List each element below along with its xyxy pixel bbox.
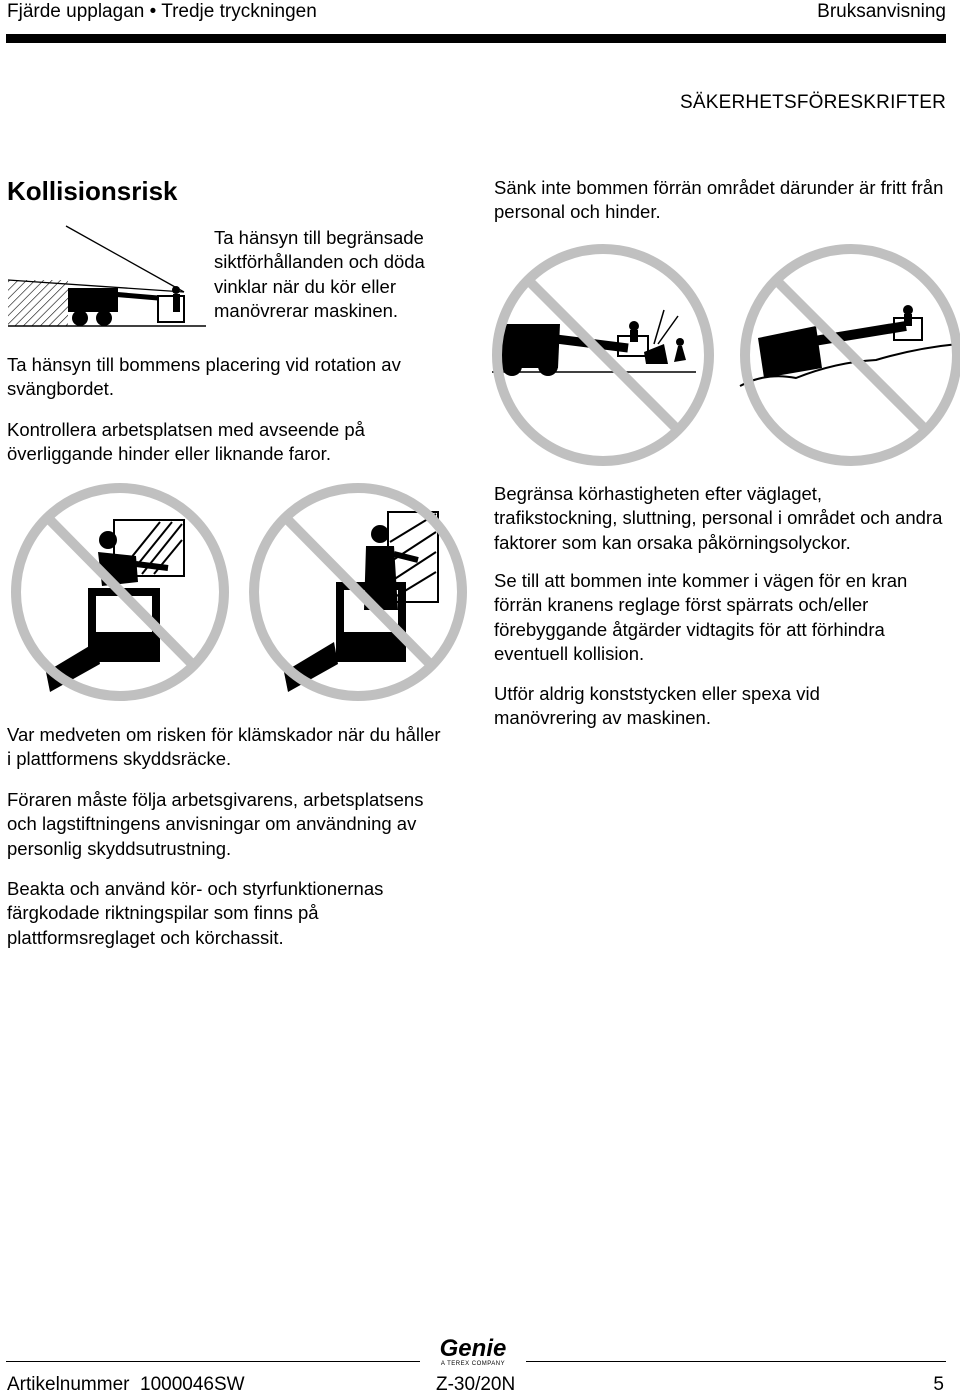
genie-logo: [420, 1336, 526, 1370]
protective-equipment-text: Föraren måste följa arbetsgivarens, arbetsplatsens och lagstiftningens anvisningar om användning av personlig skyddsutrustning.: [7, 789, 424, 859]
crush-hazard-prohibited-illustration-2: [248, 482, 468, 702]
lower-boom-prohibited-illustration: [488, 240, 718, 470]
limit-speed-text: Begränsa körhastigheten efter väglaget, trafikstockning, sluttning, personal i området och andra faktorer som kan orsaka påkörningsolyckor.: [494, 483, 943, 553]
boom-rotation-text: Ta hänsyn till bommens placering vid rotation av svängbordet.: [7, 354, 401, 400]
crush-risk-text: Var medveten om risken för klämskador när du håller i plattformens skyddsräcke.: [7, 724, 441, 770]
genie-logo-text: Genie: [439, 1335, 507, 1362]
speed-slope-prohibited-illustration: [736, 240, 960, 470]
blind-spot-illustration: [8, 222, 208, 332]
terex-tagline: A TEREX COMPANY: [440, 1361, 506, 1367]
footer-model: Z-30/20N: [436, 1374, 516, 1395]
sight-caption: Ta hänsyn till begränsade siktförhållanden och döda vinklar när du kör eller manövrerar maskinen.: [214, 227, 425, 321]
header-manual-type: Bruksanvisning: [817, 1, 946, 22]
crush-hazard-prohibited-illustration-1: [10, 482, 230, 702]
no-stunts-text: Utför aldrig konststycken eller spexa vid manövrering av maskinen.: [494, 683, 820, 729]
page-heading: Kollisionsrisk: [7, 176, 178, 206]
direction-arrows-text: Beakta och använd kör- och styrfunktionernas färgkodade riktningspilar som finns på plattformsreglaget och körchassit.: [7, 878, 384, 948]
header-rule: [6, 34, 946, 43]
section-title: SÄKERHETSFÖRESKRIFTER: [679, 92, 946, 113]
footer-part-number: Artikelnummer 1000046SW: [7, 1374, 245, 1395]
lower-boom-text: Sänk inte bommen förrän området därunder är fritt från personal och hinder.: [494, 177, 944, 223]
overhead-hazards-text: Kontrollera arbetsplatsen med avseende på överliggande hinder eller liknande faror.: [7, 419, 365, 465]
page-number: 5: [933, 1374, 944, 1395]
header-edition: Fjärde upplagan • Tredje tryckningen: [7, 1, 317, 22]
crane-collision-text: Se till att bommen inte kommer i vägen för en kran förrän kranens reglage först spärrats och/eller förebyggande åtgärder vidtagits för att förhindra eventuell kollision.: [494, 570, 908, 664]
